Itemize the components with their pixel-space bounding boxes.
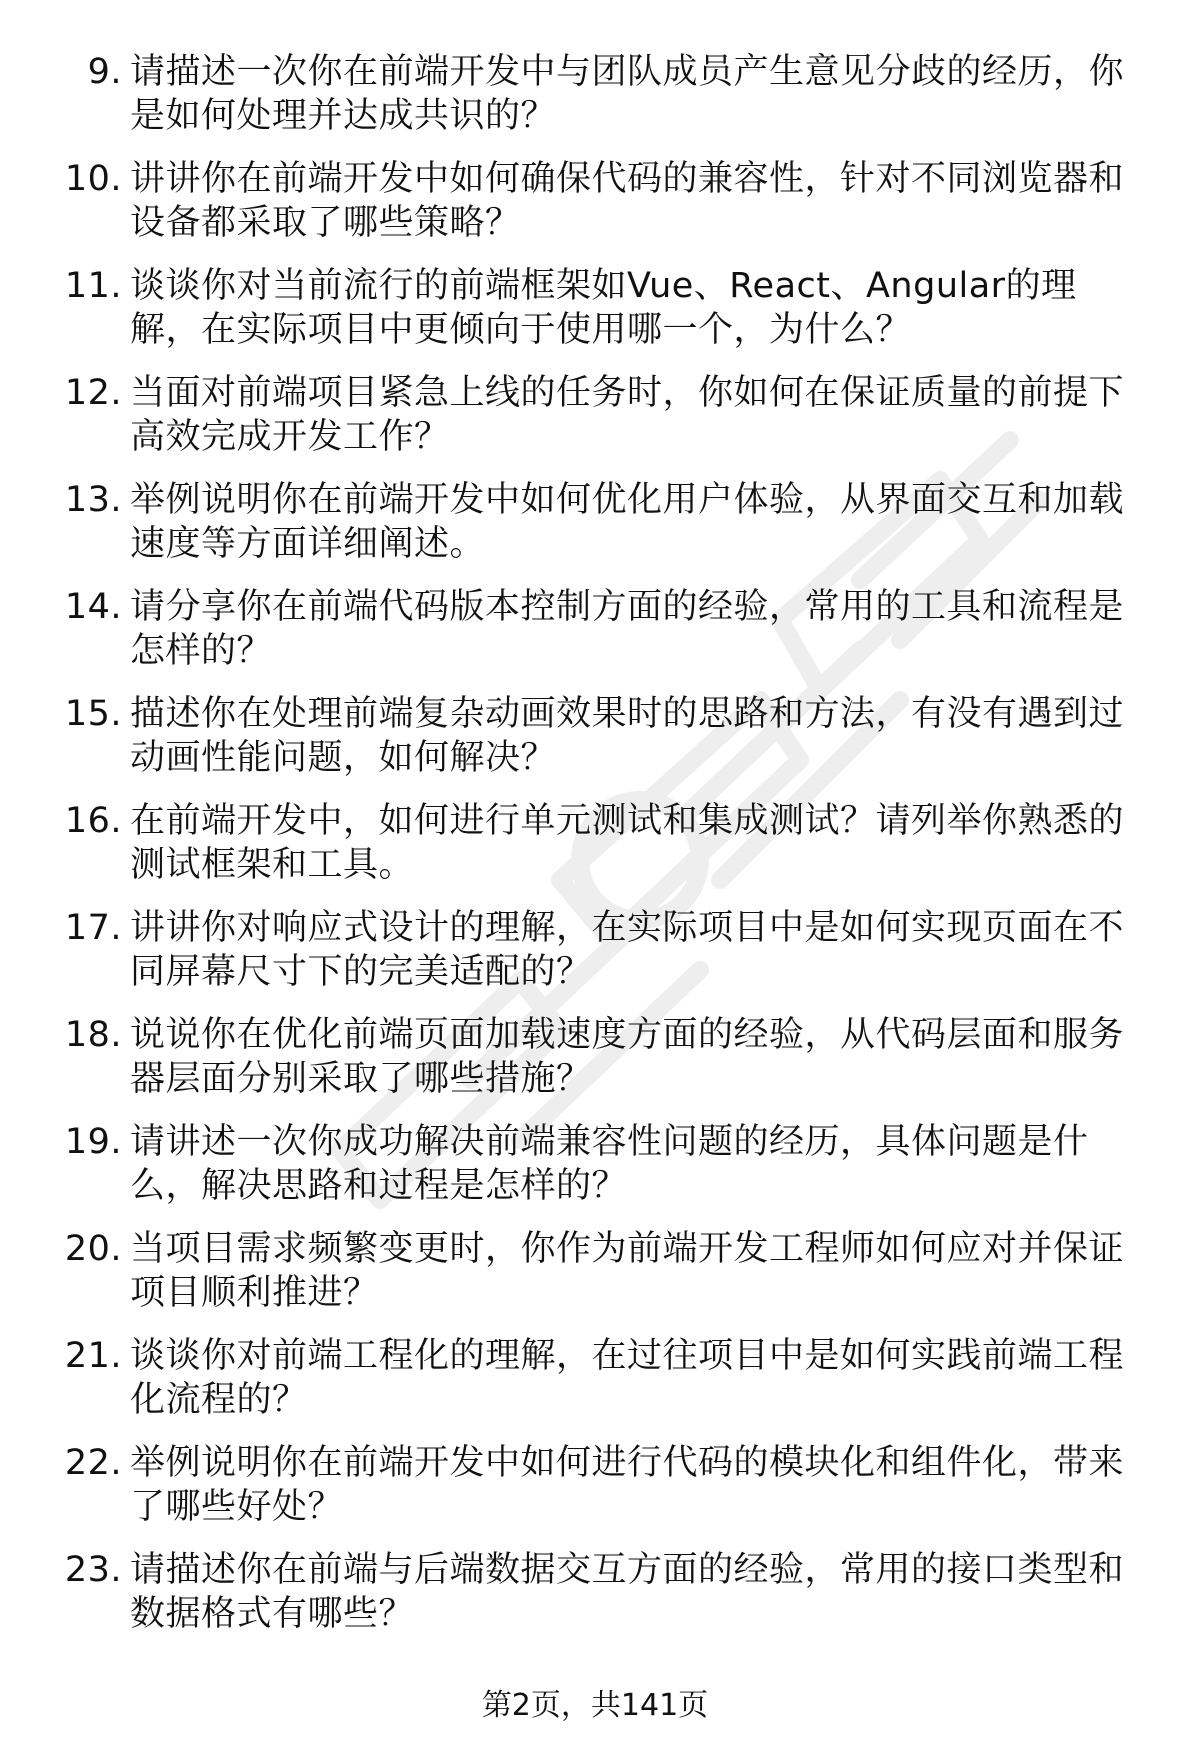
question-number: 15. bbox=[64, 694, 122, 734]
question-text: 当面对前端项目紧急上线的任务时，你如何在保证质量的前提下高效完成开发工作？ bbox=[130, 373, 1125, 457]
question-number: 23. bbox=[64, 1550, 122, 1590]
question-number: 19. bbox=[64, 1122, 122, 1162]
question-text: 举例说明你在前端开发中如何进行代码的模块化和组件化，带来了哪些好处？ bbox=[130, 1443, 1125, 1527]
question-number: 12. bbox=[64, 373, 122, 413]
question-item bbox=[48, 1441, 1148, 1529]
question-number: 21. bbox=[64, 1336, 122, 1376]
question-item bbox=[48, 478, 1148, 566]
question-number: 13. bbox=[64, 480, 122, 520]
question-number: 22. bbox=[64, 1443, 122, 1483]
question-text: 请讲述一次你成功解决前端兼容性问题的经历，具体问题是什么，解决思路和过程是怎样的？ bbox=[130, 1122, 1089, 1206]
question-number: 10. bbox=[64, 159, 122, 199]
question-number: 20. bbox=[64, 1229, 122, 1269]
question-number: 14. bbox=[64, 587, 122, 627]
question-item bbox=[48, 1548, 1148, 1636]
question-item bbox=[48, 585, 1148, 673]
question-text: 说说你在优化前端页面加载速度方面的经验，从代码层面和服务器层面分别采取了哪些措施？ bbox=[130, 1015, 1125, 1099]
question-text: 请描述一次你在前端开发中与团队成员产生意见分歧的经历，你是如何处理并达成共识的？ bbox=[130, 52, 1125, 136]
question-text: 描述你在处理前端复杂动画效果时的思路和方法，有没有遇到过动画性能问题，如何解决？ bbox=[130, 694, 1125, 778]
question-text: 请描述你在前端与后端数据交互方面的经验，常用的接口类型和数据格式有哪些？ bbox=[130, 1550, 1125, 1634]
question-item bbox=[48, 906, 1148, 994]
question-number: 16. bbox=[64, 801, 122, 841]
question-text: 在前端开发中，如何进行单元测试和集成测试？请列举你熟悉的测试框架和工具。 bbox=[130, 801, 1125, 885]
question-item bbox=[48, 1013, 1148, 1101]
question-item bbox=[48, 50, 1148, 138]
question-number: 17. bbox=[64, 908, 122, 948]
question-text: 讲讲你对响应式设计的理解，在实际项目中是如何实现页面在不同屏幕尺寸下的完美适配的？ bbox=[130, 908, 1125, 992]
question-text: 请分享你在前端代码版本控制方面的经验，常用的工具和流程是怎样的？ bbox=[130, 587, 1125, 671]
question-item bbox=[48, 157, 1148, 245]
question-item bbox=[48, 692, 1148, 780]
question-list bbox=[48, 50, 1148, 1655]
question-number: 11. bbox=[64, 266, 122, 306]
question-text: 当项目需求频繁变更时，你作为前端开发工程师如何应对并保证项目顺利推进？ bbox=[130, 1229, 1125, 1313]
question-item bbox=[48, 264, 1148, 352]
question-item bbox=[48, 1227, 1148, 1315]
question-item bbox=[48, 1334, 1148, 1422]
question-item bbox=[48, 371, 1148, 459]
question-item bbox=[48, 1120, 1148, 1208]
question-text: 谈谈你对当前流行的前端框架如Vue、React、Angular的理解，在实际项目中更倾向于使用哪一个，为什么？ bbox=[130, 266, 1077, 350]
question-text: 谈谈你对前端工程化的理解，在过往项目中是如何实践前端工程化流程的？ bbox=[130, 1336, 1125, 1420]
page-number-footer: 第2页，共141页 bbox=[481, 1688, 709, 1723]
question-text: 讲讲你在前端开发中如何确保代码的兼容性，针对不同浏览器和设备都采取了哪些策略？ bbox=[130, 159, 1125, 243]
question-item bbox=[48, 799, 1148, 887]
question-text: 举例说明你在前端开发中如何优化用户体验，从界面交互和加载速度等方面详细阐述。 bbox=[130, 480, 1125, 564]
question-number: 9. bbox=[87, 52, 122, 92]
question-number: 18. bbox=[64, 1015, 122, 1055]
